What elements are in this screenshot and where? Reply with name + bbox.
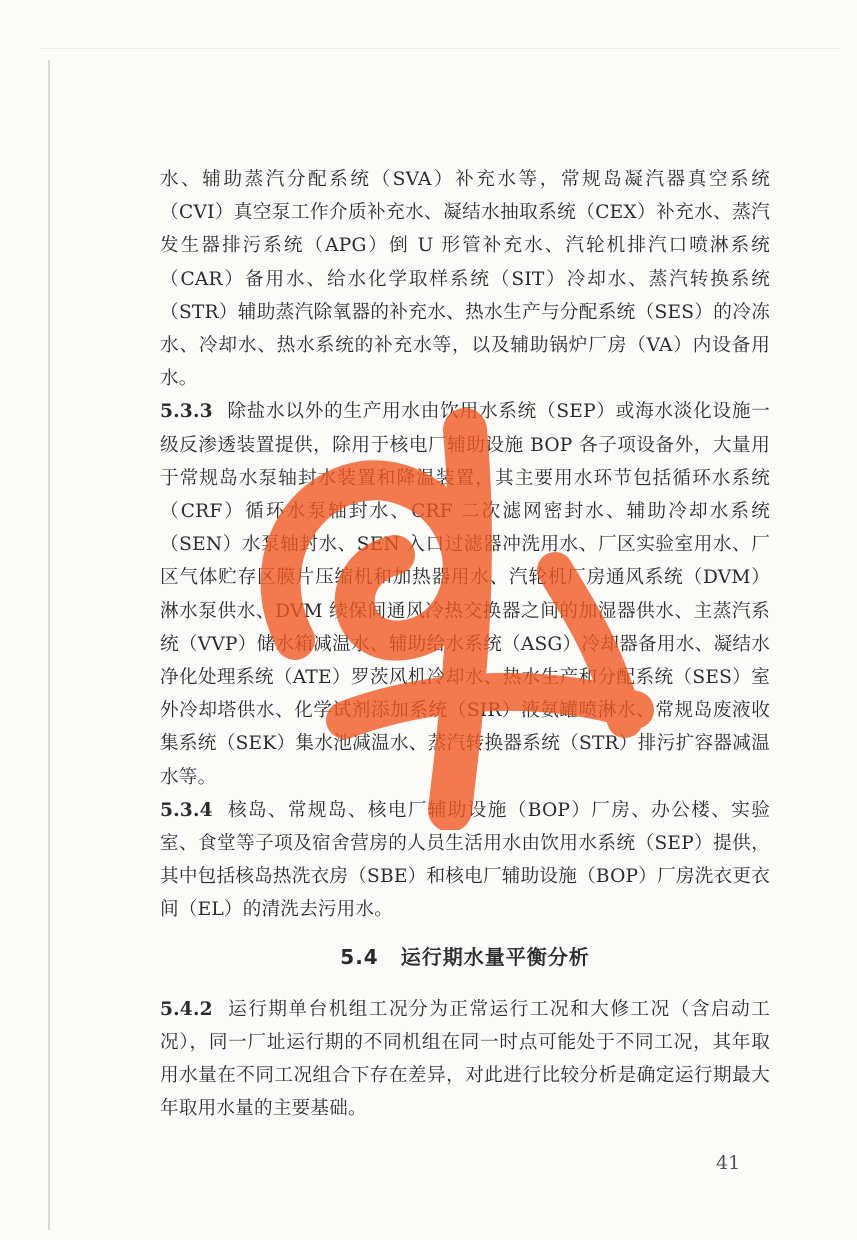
section-number: 5.4 [340, 944, 379, 969]
page-top-edge [40, 48, 840, 49]
section-title: 运行期水量平衡分析 [400, 944, 590, 969]
page-binding-edge [48, 60, 50, 1230]
page-number: 41 [716, 1152, 741, 1174]
clause-number: 5.3.4 [160, 799, 213, 821]
clause-5-4-2 [160, 993, 770, 1126]
clause-text: 运行期单台机组工况分为正常运行工况和大修工况（含启动工况），同一厂址运行期的不同机组在同一时点可能处于不同工况，其年取用水量在不同工况组合下存在差异，对此进行比较分析是确定运行期最大年取用水量的主要基础。 [160, 998, 770, 1120]
paragraph-continued [160, 163, 770, 395]
clause-text: 核岛、常规岛、核电厂辅助设施（BOP）厂房、办公楼、实验室、食堂等子项及宿舍营房的人员生活用水由饮用水系统（SEP）提供，其中包括核岛热洗衣房（SBE）和核电厂辅助设施（BOP）厂房洗衣更衣间（EL）的清洗去污用水。 [160, 799, 770, 921]
clause-number: 5.4.2 [160, 998, 213, 1020]
page-content [160, 163, 770, 1125]
clause-number: 5.3.3 [160, 401, 213, 423]
clause-text: 除盐水以外的生产用水由饮用水系统（SEP）或海水淡化设施一级反渗透装置提供，除用于核电厂辅助设施 BOP 各子项设备外，大量用于常规岛水泵轴封水装置和降温装置，其主要用水环节包括循环水系统（CRF）循环水泵轴封水、CRF 二次滤网密封水、辅助冷却水系统（SEN）水泵轴封水、SEN 入口过滤器冲洗用水、厂区实验室用水、厂区气体贮存区膜片压缩机和加热器用水、汽轮机厂房通风系统（DVM）淋水泵供水、DVM 续保间通风冷热交换器之间的加湿器供水、主蒸汽系统（VVP）储水箱减温水、辅助给水系统（ASG）冷却器备用水、凝结水净化处理系统（ATE）罗茨风机冷却水、热水生产和分配系统（SES）室外冷却塔供水、化学试剂添加系统（SIR）液氨罐喷淋水、常规岛废液收集系统（SEK）集水池减温水、蒸汽转换器系统（STR）排污扩容器减温水等。 [160, 401, 770, 788]
clause-5-3-4 [160, 794, 770, 927]
paragraph-text: 水、辅助蒸汽分配系统（SVA）补充水等，常规岛凝汽器真空系统（CVI）真空泵工作介质补充水、凝结水抽取系统（CEX）补充水、蒸汽发生器排污系统（APG）倒 U 形管补充水、汽轮机排汽口喷淋系统（CAR）备用水、给水化学取样系统（SIT）冷却水、蒸汽转换系统（STR）辅助蒸汽除氧器的补充水、热水生产与分配系统（SES）的冷冻水、冷却水、热水系统的补充水等，以及辅助锅炉厂房（VA）内设备用水。 [160, 169, 770, 390]
section-heading [160, 937, 770, 977]
clause-5-3-3 [160, 395, 770, 793]
